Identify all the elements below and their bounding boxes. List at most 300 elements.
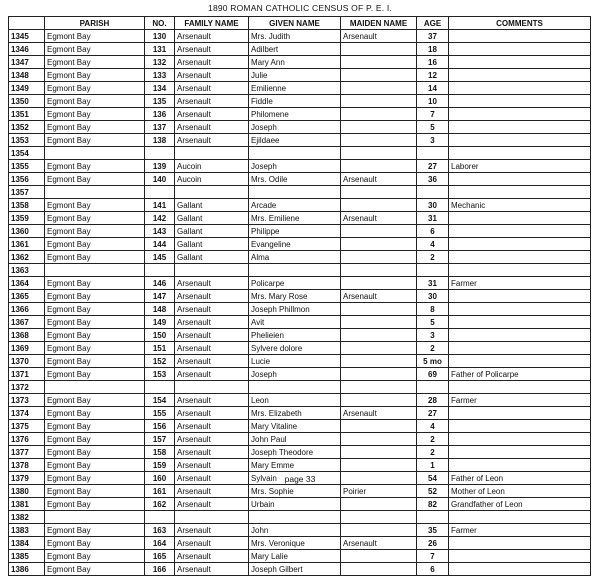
cell-comments [449, 56, 591, 69]
cell-maiden-name [341, 342, 417, 355]
column-header-maiden-name: MAIDEN NAME [341, 17, 417, 30]
cell-parish: Egmont Bay [45, 173, 145, 186]
cell-household-no: 163 [145, 524, 175, 537]
cell-parish: Egmont Bay [45, 342, 145, 355]
cell-given-name: Mary Lalie [249, 550, 341, 563]
cell-age: 30 [417, 290, 449, 303]
cell-given-name: Policarpe [249, 277, 341, 290]
cell-household-no [145, 511, 175, 524]
cell-record-number: 1377 [9, 446, 45, 459]
cell-given-name: Joseph Gilbert [249, 563, 341, 576]
cell-maiden-name: Arsenault [341, 290, 417, 303]
cell-age [417, 511, 449, 524]
table-row [9, 264, 591, 277]
cell-maiden-name [341, 511, 417, 524]
cell-household-no: 160 [145, 472, 175, 485]
cell-age: 12 [417, 69, 449, 82]
cell-family-name [175, 264, 249, 277]
cell-record-number: 1359 [9, 212, 45, 225]
cell-parish: Egmont Bay [45, 355, 145, 368]
cell-family-name: Gallant [175, 212, 249, 225]
cell-maiden-name [341, 69, 417, 82]
cell-family-name: Arsenault [175, 56, 249, 69]
cell-record-number: 1379 [9, 472, 45, 485]
cell-given-name: Joseph [249, 368, 341, 381]
cell-record-number: 1352 [9, 121, 45, 134]
cell-maiden-name: Arsenault [341, 212, 417, 225]
cell-comments [449, 537, 591, 550]
cell-maiden-name [341, 43, 417, 56]
cell-comments [449, 459, 591, 472]
cell-age: 2 [417, 342, 449, 355]
cell-parish: Egmont Bay [45, 30, 145, 43]
cell-record-number: 1345 [9, 30, 45, 43]
cell-parish: Egmont Bay [45, 238, 145, 251]
cell-age: 1 [417, 459, 449, 472]
cell-comments [449, 225, 591, 238]
table-row [9, 69, 591, 82]
cell-family-name: Arsenault [175, 108, 249, 121]
cell-record-number: 1369 [9, 342, 45, 355]
table-row [9, 160, 591, 173]
cell-maiden-name [341, 251, 417, 264]
cell-parish: Egmont Bay [45, 251, 145, 264]
cell-family-name: Arsenault [175, 407, 249, 420]
cell-parish: Egmont Bay [45, 394, 145, 407]
cell-age: 4 [417, 238, 449, 251]
cell-comments [449, 355, 591, 368]
cell-comments [449, 433, 591, 446]
table-row [9, 147, 591, 160]
cell-age: 27 [417, 407, 449, 420]
cell-parish: Egmont Bay [45, 485, 145, 498]
cell-record-number: 1355 [9, 160, 45, 173]
cell-given-name: Mrs. Veronique [249, 537, 341, 550]
cell-maiden-name [341, 95, 417, 108]
cell-record-number: 1358 [9, 199, 45, 212]
cell-record-number: 1354 [9, 147, 45, 160]
cell-maiden-name [341, 121, 417, 134]
table-row [9, 316, 591, 329]
cell-record-number: 1370 [9, 355, 45, 368]
table-row [9, 238, 591, 251]
cell-family-name: Arsenault [175, 121, 249, 134]
table-row [9, 368, 591, 381]
cell-maiden-name [341, 160, 417, 173]
cell-family-name [175, 511, 249, 524]
cell-maiden-name [341, 238, 417, 251]
cell-age: 5 [417, 121, 449, 134]
table-row [9, 199, 591, 212]
cell-given-name: Sylvain [249, 472, 341, 485]
cell-age: 36 [417, 173, 449, 186]
cell-household-no: 136 [145, 108, 175, 121]
cell-given-name: Avit [249, 316, 341, 329]
column-header-family-name: FAMILY NAME [175, 17, 249, 30]
cell-comments: Farmer [449, 524, 591, 537]
cell-maiden-name [341, 563, 417, 576]
column-header-age: AGE [417, 17, 449, 30]
cell-record-number: 1374 [9, 407, 45, 420]
cell-given-name: Arcade [249, 199, 341, 212]
cell-family-name: Gallant [175, 225, 249, 238]
table-row [9, 225, 591, 238]
cell-comments [449, 82, 591, 95]
table-row [9, 524, 591, 537]
cell-comments [449, 303, 591, 316]
cell-given-name: Evangeline [249, 238, 341, 251]
cell-record-number: 1348 [9, 69, 45, 82]
table-row [9, 134, 591, 147]
cell-household-no: 155 [145, 407, 175, 420]
cell-record-number: 1385 [9, 550, 45, 563]
cell-maiden-name [341, 134, 417, 147]
table-row [9, 56, 591, 69]
cell-maiden-name [341, 381, 417, 394]
cell-given-name: Fiddle [249, 95, 341, 108]
cell-age: 27 [417, 160, 449, 173]
table-row [9, 277, 591, 290]
cell-household-no [145, 264, 175, 277]
cell-comments: Grandfather of Leon [449, 498, 591, 511]
table-row [9, 537, 591, 550]
cell-family-name: Arsenault [175, 277, 249, 290]
cell-age: 82 [417, 498, 449, 511]
cell-age: 54 [417, 472, 449, 485]
cell-maiden-name: Arsenault [341, 407, 417, 420]
cell-maiden-name: Arsenault [341, 30, 417, 43]
cell-record-number: 1375 [9, 420, 45, 433]
cell-age [417, 147, 449, 160]
cell-given-name [249, 264, 341, 277]
cell-parish: Egmont Bay [45, 420, 145, 433]
column-header-given-name: GIVEN NAME [249, 17, 341, 30]
cell-given-name: Mrs. Odile [249, 173, 341, 186]
cell-parish [45, 264, 145, 277]
cell-record-number: 1361 [9, 238, 45, 251]
cell-record-number: 1349 [9, 82, 45, 95]
cell-parish: Egmont Bay [45, 537, 145, 550]
cell-given-name: Adilbert [249, 43, 341, 56]
cell-age: 16 [417, 56, 449, 69]
cell-comments [449, 511, 591, 524]
cell-age: 5 [417, 316, 449, 329]
cell-comments [449, 550, 591, 563]
cell-maiden-name [341, 82, 417, 95]
cell-parish: Egmont Bay [45, 82, 145, 95]
cell-record-number: 1357 [9, 186, 45, 199]
cell-record-number: 1382 [9, 511, 45, 524]
cell-given-name: Joseph Phillmon [249, 303, 341, 316]
cell-record-number: 1384 [9, 537, 45, 550]
table-row [9, 550, 591, 563]
cell-maiden-name [341, 498, 417, 511]
cell-family-name: Arsenault [175, 537, 249, 550]
cell-household-no: 152 [145, 355, 175, 368]
cell-given-name: Mrs. Elizabeth [249, 407, 341, 420]
cell-age [417, 186, 449, 199]
cell-record-number: 1366 [9, 303, 45, 316]
cell-parish: Egmont Bay [45, 459, 145, 472]
cell-record-number: 1381 [9, 498, 45, 511]
cell-record-number: 1363 [9, 264, 45, 277]
cell-family-name: Arsenault [175, 472, 249, 485]
cell-comments [449, 342, 591, 355]
cell-parish: Egmont Bay [45, 433, 145, 446]
cell-comments [449, 329, 591, 342]
cell-family-name: Arsenault [175, 550, 249, 563]
cell-household-no: 132 [145, 56, 175, 69]
cell-parish: Egmont Bay [45, 446, 145, 459]
column-header-number [9, 17, 45, 30]
cell-family-name: Gallant [175, 251, 249, 264]
cell-age: 26 [417, 537, 449, 550]
cell-given-name: Mary Vitaline [249, 420, 341, 433]
column-header-parish: PARISH [45, 17, 145, 30]
cell-parish: Egmont Bay [45, 498, 145, 511]
cell-parish [45, 511, 145, 524]
cell-parish: Egmont Bay [45, 524, 145, 537]
cell-given-name [249, 186, 341, 199]
cell-parish: Egmont Bay [45, 472, 145, 485]
table-row [9, 381, 591, 394]
cell-given-name: Sylvere dolore [249, 342, 341, 355]
cell-record-number: 1360 [9, 225, 45, 238]
cell-maiden-name [341, 355, 417, 368]
cell-comments [449, 121, 591, 134]
cell-family-name [175, 186, 249, 199]
cell-parish: Egmont Bay [45, 329, 145, 342]
cell-maiden-name [341, 186, 417, 199]
table-row [9, 212, 591, 225]
cell-age: 5 mo [417, 355, 449, 368]
cell-family-name: Arsenault [175, 485, 249, 498]
cell-family-name: Aucoin [175, 160, 249, 173]
cell-parish [45, 381, 145, 394]
cell-household-no: 145 [145, 251, 175, 264]
cell-age: 10 [417, 95, 449, 108]
cell-household-no: 154 [145, 394, 175, 407]
cell-family-name: Arsenault [175, 563, 249, 576]
table-row [9, 459, 591, 472]
table-row [9, 563, 591, 576]
cell-household-no: 158 [145, 446, 175, 459]
cell-household-no: 140 [145, 173, 175, 186]
cell-parish: Egmont Bay [45, 160, 145, 173]
table-row [9, 394, 591, 407]
cell-family-name: Arsenault [175, 342, 249, 355]
cell-given-name [249, 511, 341, 524]
cell-given-name: Phelieien [249, 329, 341, 342]
cell-household-no: 135 [145, 95, 175, 108]
cell-household-no: 147 [145, 290, 175, 303]
cell-comments: Father of Leon [449, 472, 591, 485]
cell-age: 8 [417, 303, 449, 316]
cell-family-name [175, 381, 249, 394]
cell-parish: Egmont Bay [45, 108, 145, 121]
cell-comments: Farmer [449, 394, 591, 407]
cell-given-name: Joseph Theodore [249, 446, 341, 459]
cell-parish: Egmont Bay [45, 121, 145, 134]
table-row [9, 498, 591, 511]
table-row [9, 342, 591, 355]
cell-age: 4 [417, 420, 449, 433]
cell-comments [449, 251, 591, 264]
cell-maiden-name [341, 329, 417, 342]
cell-record-number: 1364 [9, 277, 45, 290]
column-header-comments: COMMENTS [449, 17, 591, 30]
cell-household-no: 141 [145, 199, 175, 212]
table-row [9, 329, 591, 342]
cell-given-name: Mary Ann [249, 56, 341, 69]
cell-maiden-name [341, 459, 417, 472]
cell-comments: Laborer [449, 160, 591, 173]
cell-household-no: 142 [145, 212, 175, 225]
cell-record-number: 1353 [9, 134, 45, 147]
cell-household-no: 164 [145, 537, 175, 550]
cell-household-no: 143 [145, 225, 175, 238]
cell-age: 7 [417, 108, 449, 121]
cell-given-name: John [249, 524, 341, 537]
cell-household-no: 153 [145, 368, 175, 381]
cell-maiden-name [341, 303, 417, 316]
cell-age: 2 [417, 433, 449, 446]
cell-given-name [249, 381, 341, 394]
cell-comments [449, 407, 591, 420]
cell-comments [449, 134, 591, 147]
cell-household-no: 151 [145, 342, 175, 355]
cell-age: 28 [417, 394, 449, 407]
cell-household-no: 134 [145, 82, 175, 95]
cell-household-no: 149 [145, 316, 175, 329]
cell-age: 2 [417, 446, 449, 459]
cell-record-number: 1380 [9, 485, 45, 498]
cell-comments [449, 212, 591, 225]
cell-parish [45, 147, 145, 160]
cell-maiden-name [341, 524, 417, 537]
table-row [9, 30, 591, 43]
cell-family-name [175, 147, 249, 160]
cell-maiden-name [341, 108, 417, 121]
cell-comments [449, 446, 591, 459]
cell-record-number: 1350 [9, 95, 45, 108]
cell-age: 6 [417, 563, 449, 576]
cell-maiden-name [341, 264, 417, 277]
cell-household-no: 138 [145, 134, 175, 147]
table-row [9, 173, 591, 186]
cell-parish: Egmont Bay [45, 316, 145, 329]
cell-maiden-name [341, 433, 417, 446]
cell-age [417, 264, 449, 277]
cell-record-number: 1368 [9, 329, 45, 342]
cell-household-no: 165 [145, 550, 175, 563]
cell-parish: Egmont Bay [45, 69, 145, 82]
cell-household-no: 162 [145, 498, 175, 511]
cell-parish: Egmont Bay [45, 303, 145, 316]
cell-record-number: 1346 [9, 43, 45, 56]
cell-record-number: 1376 [9, 433, 45, 446]
cell-comments [449, 95, 591, 108]
cell-parish: Egmont Bay [45, 563, 145, 576]
cell-household-no: 130 [145, 30, 175, 43]
cell-given-name: Philomene [249, 108, 341, 121]
cell-record-number: 1386 [9, 563, 45, 576]
cell-comments [449, 290, 591, 303]
cell-parish: Egmont Bay [45, 43, 145, 56]
cell-household-no: 139 [145, 160, 175, 173]
cell-maiden-name [341, 56, 417, 69]
cell-family-name: Gallant [175, 199, 249, 212]
cell-record-number: 1378 [9, 459, 45, 472]
cell-age: 6 [417, 225, 449, 238]
cell-comments [449, 238, 591, 251]
cell-household-no: 159 [145, 459, 175, 472]
cell-family-name: Arsenault [175, 394, 249, 407]
cell-household-no: 146 [145, 277, 175, 290]
table-row [9, 446, 591, 459]
table-row [9, 303, 591, 316]
cell-household-no: 150 [145, 329, 175, 342]
table-row [9, 108, 591, 121]
cell-age: 35 [417, 524, 449, 537]
cell-age: 14 [417, 82, 449, 95]
cell-given-name: Alma [249, 251, 341, 264]
cell-comments [449, 563, 591, 576]
cell-family-name: Arsenault [175, 446, 249, 459]
cell-age: 69 [417, 368, 449, 381]
cell-comments [449, 43, 591, 56]
cell-age: 37 [417, 30, 449, 43]
cell-parish [45, 186, 145, 199]
table-row [9, 251, 591, 264]
cell-comments: Father of Policarpe [449, 368, 591, 381]
cell-record-number: 1371 [9, 368, 45, 381]
cell-given-name: Lucie [249, 355, 341, 368]
cell-household-no: 133 [145, 69, 175, 82]
cell-household-no: 161 [145, 485, 175, 498]
cell-record-number: 1383 [9, 524, 45, 537]
cell-parish: Egmont Bay [45, 56, 145, 69]
table-row [9, 290, 591, 303]
cell-comments: Mother of Leon [449, 485, 591, 498]
cell-parish: Egmont Bay [45, 225, 145, 238]
cell-age: 3 [417, 134, 449, 147]
cell-age: 2 [417, 251, 449, 264]
cell-given-name: Mrs. Judith [249, 30, 341, 43]
cell-parish: Egmont Bay [45, 212, 145, 225]
cell-parish: Egmont Bay [45, 199, 145, 212]
cell-family-name: Arsenault [175, 355, 249, 368]
table-row [9, 420, 591, 433]
cell-comments [449, 186, 591, 199]
cell-household-no: 156 [145, 420, 175, 433]
cell-record-number: 1373 [9, 394, 45, 407]
cell-maiden-name: Poirier [341, 485, 417, 498]
cell-family-name: Arsenault [175, 303, 249, 316]
cell-record-number: 1367 [9, 316, 45, 329]
cell-comments [449, 108, 591, 121]
page-title: 1890 ROMAN CATHOLIC CENSUS OF P. E. I. [208, 3, 392, 13]
cell-record-number: 1351 [9, 108, 45, 121]
cell-family-name: Arsenault [175, 524, 249, 537]
cell-maiden-name [341, 550, 417, 563]
table-row [9, 485, 591, 498]
cell-age: 7 [417, 550, 449, 563]
cell-household-no: 148 [145, 303, 175, 316]
cell-family-name: Arsenault [175, 420, 249, 433]
cell-given-name: Mary Emme [249, 459, 341, 472]
cell-maiden-name [341, 368, 417, 381]
